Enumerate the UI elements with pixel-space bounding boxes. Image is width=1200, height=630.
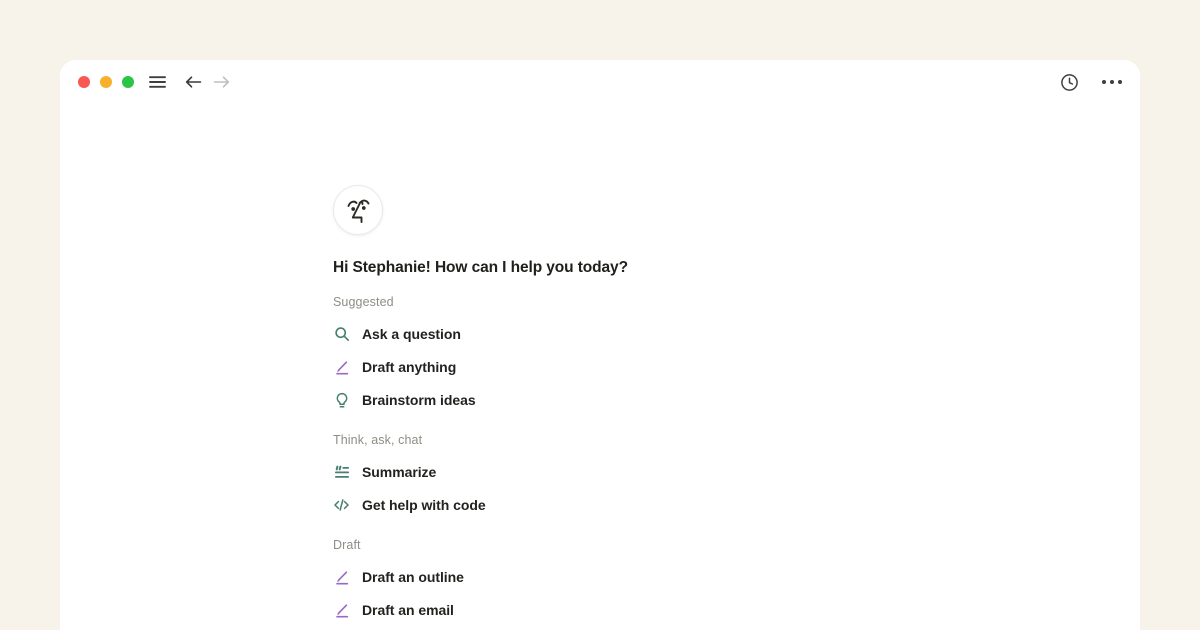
close-button[interactable] [78,76,90,88]
section-items [333,323,953,411]
suggestion-item-label: Get help with code [362,497,486,513]
arrow-left-icon[interactable] [185,75,202,89]
code-icon [333,497,350,514]
chat-content [333,185,953,621]
suggestion-item[interactable] [333,566,464,588]
notion-ai-face-icon [333,185,383,235]
pencil-icon [333,359,350,376]
lightbulb-icon [333,392,350,409]
suggestion-item-label: Summarize [362,464,437,480]
suggestion-item-label: Draft an outline [362,569,464,585]
section-label: Suggested [333,295,394,309]
pencil-icon [333,602,350,619]
clock-history-icon[interactable] [1060,73,1079,92]
window-toolbar [60,60,1140,104]
suggestion-section [333,538,953,621]
traffic-lights [78,76,134,88]
suggestion-item[interactable] [333,356,456,378]
suggestion-item-label: Draft an email [362,602,454,618]
section-label: Draft [333,538,361,552]
suggestion-section [333,433,953,516]
section-label: Think, ask, chat [333,433,423,447]
arrow-right-icon[interactable] [213,75,230,89]
suggestion-item-label: Ask a question [362,326,461,342]
section-items [333,461,953,516]
summarize-icon [333,464,350,481]
zoom-button[interactable] [122,76,134,88]
suggestion-section [333,295,953,411]
minimize-button[interactable] [100,76,112,88]
suggestion-item-label: Brainstorm ideas [362,392,476,408]
search-icon [333,326,350,343]
suggestion-item[interactable] [333,494,486,516]
suggestion-item-label: Draft anything [362,359,457,375]
suggestion-item[interactable] [333,389,476,411]
app-window [60,60,1140,630]
suggestion-item[interactable] [333,461,436,483]
ellipsis-icon[interactable] [1101,79,1123,85]
suggestion-item[interactable] [333,599,454,621]
hamburger-menu-icon[interactable] [149,75,166,89]
greeting-text: Hi Stephanie! How can I help you today? [333,259,628,276]
pencil-icon [333,569,350,586]
suggestion-sections [333,295,953,621]
suggestion-item[interactable] [333,323,461,345]
section-items [333,566,953,621]
